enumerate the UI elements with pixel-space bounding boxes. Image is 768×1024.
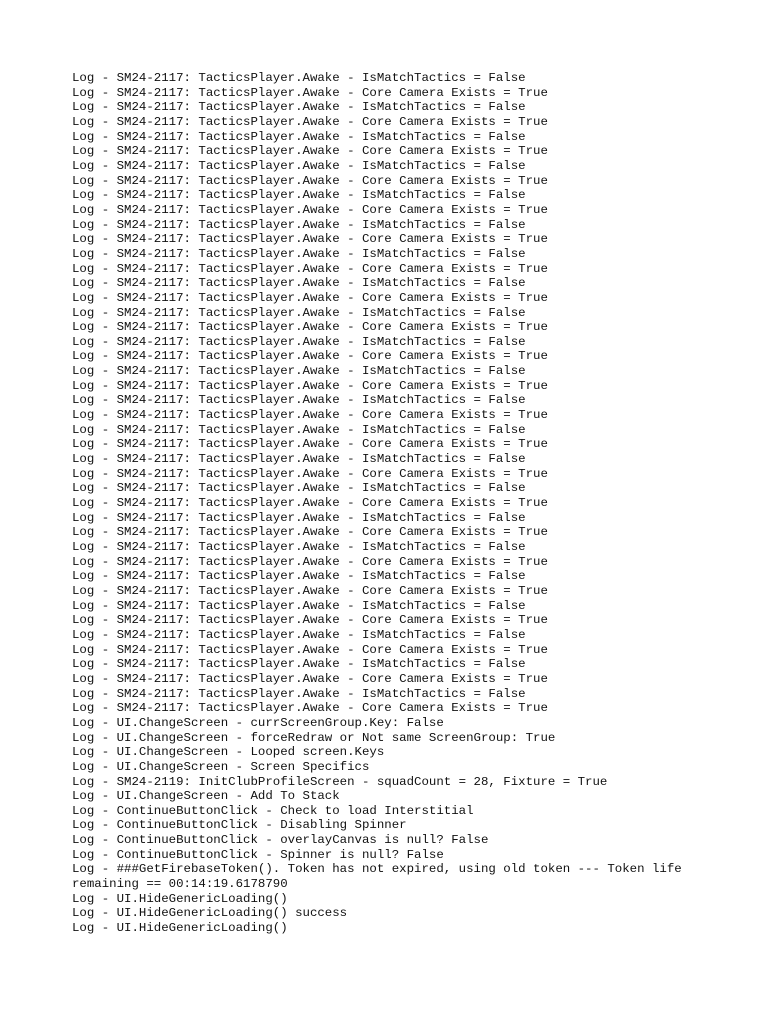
log-line: Log - SM24-2117: TacticsPlayer.Awake - IsMatchTactics = False xyxy=(72,246,526,261)
log-line: Log - SM24-2117: TacticsPlayer.Awake - Core Camera Exists = True xyxy=(72,261,548,276)
log-line: Log - SM24-2117: TacticsPlayer.Awake - Core Camera Exists = True xyxy=(72,202,548,217)
log-line: Log - SM24-2117: TacticsPlayer.Awake - IsMatchTactics = False xyxy=(72,393,526,408)
log-line: Log - SM24-2117: TacticsPlayer.Awake - Core Camera Exists = True xyxy=(72,466,548,481)
log-line: Log - SM24-2117: TacticsPlayer.Awake - IsMatchTactics = False xyxy=(72,158,526,173)
log-line: Log - SM24-2117: TacticsPlayer.Awake - Core Camera Exists = True xyxy=(72,408,548,423)
log-line: Log - SM24-2117: TacticsPlayer.Awake - IsMatchTactics = False xyxy=(72,334,526,349)
log-line: Log - SM24-2117: TacticsPlayer.Awake - Core Camera Exists = True xyxy=(72,290,548,305)
log-line: Log - SM24-2117: TacticsPlayer.Awake - IsMatchTactics = False xyxy=(72,188,526,203)
log-line: Log - UI.ChangeScreen - Screen Specifics xyxy=(72,759,370,774)
log-line: Log - SM24-2117: TacticsPlayer.Awake - Core Camera Exists = True xyxy=(72,349,548,364)
log-line: Log - ContinueButtonClick - Spinner is null? False xyxy=(72,847,444,862)
log-line: Log - ContinueButtonClick - Check to load Interstitial xyxy=(72,803,474,818)
log-line: Log - SM24-2117: TacticsPlayer.Awake - IsMatchTactics = False xyxy=(72,686,526,701)
log-line: Log - ###GetFirebaseToken(). Token has not expired, using old token --- Token life xyxy=(72,862,682,877)
log-line: Log - SM24-2117: TacticsPlayer.Awake - IsMatchTactics = False xyxy=(72,481,526,496)
log-line: Log - SM24-2117: TacticsPlayer.Awake - IsMatchTactics = False xyxy=(72,71,526,85)
log-line: Log - SM24-2117: TacticsPlayer.Awake - IsMatchTactics = False xyxy=(72,100,526,115)
log-line: Log - UI.ChangeScreen - currScreenGroup.Key: False xyxy=(72,715,444,730)
log-line: Log - SM24-2117: TacticsPlayer.Awake - Core Camera Exists = True xyxy=(72,173,548,188)
log-line: Log - SM24-2117: TacticsPlayer.Awake - Core Camera Exists = True xyxy=(72,144,548,159)
log-line: Log - SM24-2117: TacticsPlayer.Awake - Core Camera Exists = True xyxy=(72,232,548,247)
log-line: Log - SM24-2117: TacticsPlayer.Awake - IsMatchTactics = False xyxy=(72,569,526,584)
log-output xyxy=(72,71,752,936)
log-line: Log - UI.ChangeScreen - Looped screen.Keys xyxy=(72,745,385,760)
log-line: Log - SM24-2117: TacticsPlayer.Awake - Core Camera Exists = True xyxy=(72,378,548,393)
log-line: Log - SM24-2117: TacticsPlayer.Awake - Core Camera Exists = True xyxy=(72,320,548,335)
log-line: Log - UI.ChangeScreen - Add To Stack xyxy=(72,789,340,804)
log-line: Log - SM24-2117: TacticsPlayer.Awake - Core Camera Exists = True xyxy=(72,583,548,598)
log-line: Log - SM24-2117: TacticsPlayer.Awake - IsMatchTactics = False xyxy=(72,452,526,467)
log-line: Log - SM24-2117: TacticsPlayer.Awake - Core Camera Exists = True xyxy=(72,525,548,540)
log-line: Log - UI.HideGenericLoading() success xyxy=(72,906,348,921)
log-line: Log - SM24-2117: TacticsPlayer.Awake - Core Camera Exists = True xyxy=(72,437,548,452)
log-line: Log - SM24-2117: TacticsPlayer.Awake - Core Camera Exists = True xyxy=(72,671,548,686)
log-line: Log - UI.HideGenericLoading() xyxy=(72,891,288,906)
log-line: Log - UI.HideGenericLoading() xyxy=(72,921,288,936)
log-line: Log - SM24-2117: TacticsPlayer.Awake - IsMatchTactics = False xyxy=(72,305,526,320)
log-line: Log - SM24-2117: TacticsPlayer.Awake - IsMatchTactics = False xyxy=(72,627,526,642)
log-line: Log - ContinueButtonClick - Disabling Spinner xyxy=(72,818,407,833)
log-line: Log - SM24-2117: TacticsPlayer.Awake - Core Camera Exists = True xyxy=(72,642,548,657)
log-line: Log - SM24-2117: TacticsPlayer.Awake - Core Camera Exists = True xyxy=(72,85,548,100)
log-line: Log - SM24-2117: TacticsPlayer.Awake - Core Camera Exists = True xyxy=(72,613,548,628)
log-line: Log - SM24-2117: TacticsPlayer.Awake - IsMatchTactics = False xyxy=(72,422,526,437)
log-line: Log - SM24-2117: TacticsPlayer.Awake - IsMatchTactics = False xyxy=(72,129,526,144)
log-line: Log - SM24-2119: InitClubProfileScreen - squadCount = 28, Fixture = True xyxy=(72,774,608,789)
log-line: Log - SM24-2117: TacticsPlayer.Awake - IsMatchTactics = False xyxy=(72,540,526,554)
log-line: Log - SM24-2117: TacticsPlayer.Awake - Core Camera Exists = True xyxy=(72,114,548,129)
log-line: Log - SM24-2117: TacticsPlayer.Awake - IsMatchTactics = False xyxy=(72,217,526,232)
log-line: Log - SM24-2117: TacticsPlayer.Awake - IsMatchTactics = False xyxy=(72,364,526,379)
log-line: Log - SM24-2117: TacticsPlayer.Awake - Core Camera Exists = True xyxy=(72,554,548,569)
log-line: remaining == 00:14:19.6178790 xyxy=(72,877,288,892)
log-line: Log - ContinueButtonClick - overlayCanvas is null? False xyxy=(72,833,489,848)
log-line: Log - SM24-2117: TacticsPlayer.Awake - IsMatchTactics = False xyxy=(72,657,526,672)
log-line: Log - SM24-2117: TacticsPlayer.Awake - IsMatchTactics = False xyxy=(72,510,526,525)
log-line: Log - SM24-2117: TacticsPlayer.Awake - Core Camera Exists = True xyxy=(72,701,548,716)
log-line: Log - UI.ChangeScreen - forceRedraw or Not same ScreenGroup: True xyxy=(72,730,556,745)
log-line: Log - SM24-2117: TacticsPlayer.Awake - IsMatchTactics = False xyxy=(72,276,526,291)
log-line: Log - SM24-2117: TacticsPlayer.Awake - Core Camera Exists = True xyxy=(72,496,548,511)
log-line: Log - SM24-2117: TacticsPlayer.Awake - IsMatchTactics = False xyxy=(72,598,526,613)
